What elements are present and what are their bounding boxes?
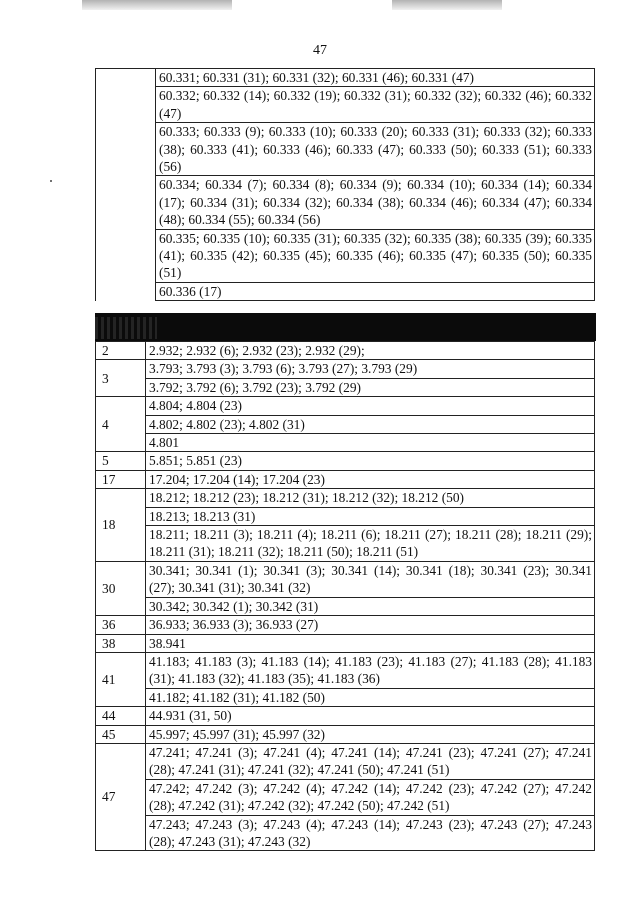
values-cell: 60.333; 60.333 (9); 60.333 (10); 60.333 (20); 60.333 (31); 60.333 (32); 60.333 (38); 60.333 (41); 60.333 (46); 60.333 (47); 60.333 (50); 60.333 (51); 60.333 (56)	[156, 123, 595, 176]
table-row	[96, 561, 595, 597]
table-row	[96, 815, 595, 851]
values-cell: 30.341; 30.341 (1); 30.341 (3); 30.341 (14); 30.341 (18); 30.341 (23); 30.341 (27); 30.341 (31); 30.341 (32)	[146, 561, 595, 597]
page-number: 47	[313, 43, 327, 58]
values-cell: 47.241; 47.241 (3); 47.241 (4); 47.241 (14); 47.241 (23); 47.241 (27); 47.241 (28); 47.241 (31); 47.241 (32); 47.241 (50); 47.241 (51)	[146, 743, 595, 779]
code-cell: 41	[96, 652, 146, 706]
table-row	[96, 507, 595, 525]
values-cell: 5.851; 5.851 (23)	[146, 452, 595, 470]
code-cell: 38	[96, 634, 146, 652]
codes-table-body	[96, 342, 595, 851]
table-row	[96, 707, 595, 725]
table-row	[96, 87, 595, 123]
values-cell: 44.931 (31, 50)	[146, 707, 595, 725]
scanned-dark-band	[95, 313, 596, 341]
code-cell: 18	[96, 489, 146, 562]
values-cell: 4.801	[146, 434, 595, 452]
code-cell: 5	[96, 452, 146, 470]
values-cell: 38.941	[146, 634, 595, 652]
table-row	[96, 489, 595, 507]
table-row	[96, 743, 595, 779]
code-cell: 30	[96, 561, 146, 615]
values-cell: 18.212; 18.212 (23); 18.212 (31); 18.212 (32); 18.212 (50)	[146, 489, 595, 507]
code-cell: 17	[96, 470, 146, 488]
table-row	[96, 397, 595, 415]
values-cell: 45.997; 45.997 (31); 45.997 (32)	[146, 725, 595, 743]
values-cell: 3.793; 3.793 (3); 3.793 (6); 3.793 (27); 3.793 (29)	[146, 360, 595, 378]
code-cell: 3	[96, 360, 146, 397]
codes-table	[95, 341, 595, 851]
table-row	[96, 526, 595, 562]
table-row	[96, 176, 595, 229]
code-cell: 45	[96, 725, 146, 743]
values-cell: 2.932; 2.932 (6); 2.932 (23); 2.932 (29);	[146, 342, 595, 360]
table-row	[96, 360, 595, 378]
codes-table-body	[96, 69, 595, 301]
table-row	[96, 434, 595, 452]
table-row	[96, 342, 595, 360]
scan-noise	[95, 317, 157, 339]
code-cell: 2	[96, 342, 146, 360]
values-cell: 4.804; 4.804 (23)	[146, 397, 595, 415]
table-row	[96, 688, 595, 706]
codes-table-continued	[95, 68, 595, 301]
table-row	[96, 69, 595, 87]
values-cell: 18.213; 18.213 (31)	[146, 507, 595, 525]
table-row	[96, 616, 595, 634]
table-row	[96, 378, 595, 396]
values-cell: 60.334; 60.334 (7); 60.334 (8); 60.334 (9); 60.334 (10); 60.334 (14); 60.334 (17); 60.334 (31); 60.334 (32); 60.334 (38); 60.334 (46); 60.334 (47); 60.334 (48); 60.334 (55); 60.334 (56)	[156, 176, 595, 229]
table-row	[96, 779, 595, 815]
values-cell: 3.792; 3.792 (6); 3.792 (23); 3.792 (29)	[146, 378, 595, 396]
code-cell: 36	[96, 616, 146, 634]
table-row	[96, 597, 595, 615]
values-cell: 17.204; 17.204 (14); 17.204 (23)	[146, 470, 595, 488]
values-cell: 41.182; 41.182 (31); 41.182 (50)	[146, 688, 595, 706]
table-row	[96, 452, 595, 470]
code-cell: 47	[96, 743, 146, 850]
table-row	[96, 415, 595, 433]
values-cell: 60.332; 60.332 (14); 60.332 (19); 60.332 (31); 60.332 (32); 60.332 (46); 60.332 (47)	[156, 87, 595, 123]
values-cell: 18.211; 18.211 (3); 18.211 (4); 18.211 (6); 18.211 (27); 18.211 (28); 18.211 (29); 18.211 (31); 18.211 (32); 18.211 (50); 18.211 (51)	[146, 526, 595, 562]
values-cell: 4.802; 4.802 (23); 4.802 (31)	[146, 415, 595, 433]
code-cell: 4	[96, 397, 146, 452]
table-row	[96, 652, 595, 688]
values-cell: 47.242; 47.242 (3); 47.242 (4); 47.242 (14); 47.242 (23); 47.242 (27); 47.242 (28); 47.242 (31); 47.242 (32); 47.242 (50); 47.242 (51)	[146, 779, 595, 815]
table-row	[96, 282, 595, 300]
values-cell: 60.335; 60.335 (10); 60.335 (31); 60.335 (32); 60.335 (38); 60.335 (39); 60.335 (41); 60.335 (42); 60.335 (45); 60.335 (46); 60.335 (47); 60.335 (50); 60.335 (51)	[156, 229, 595, 282]
values-cell: 60.336 (17)	[156, 282, 595, 300]
code-cell: 44	[96, 707, 146, 725]
table-row	[96, 470, 595, 488]
table-row	[96, 229, 595, 282]
scan-artifact-left	[82, 0, 232, 10]
values-cell: 36.933; 36.933 (3); 36.933 (27)	[146, 616, 595, 634]
table-row	[96, 725, 595, 743]
table-row	[96, 634, 595, 652]
values-cell: 30.342; 30.342 (1); 30.342 (31)	[146, 597, 595, 615]
code-cell	[96, 69, 156, 301]
values-cell: 41.183; 41.183 (3); 41.183 (14); 41.183 (23); 41.183 (27); 41.183 (28); 41.183 (31); 41.183 (32); 41.183 (35); 41.183 (36)	[146, 652, 595, 688]
scan-artifact-right	[392, 0, 502, 10]
scan-speck	[50, 180, 52, 182]
values-cell: 60.331; 60.331 (31); 60.331 (32); 60.331 (46); 60.331 (47)	[156, 69, 595, 87]
values-cell: 47.243; 47.243 (3); 47.243 (4); 47.243 (14); 47.243 (23); 47.243 (27); 47.243 (28); 47.243 (31); 47.243 (32)	[146, 815, 595, 851]
table-row	[96, 123, 595, 176]
